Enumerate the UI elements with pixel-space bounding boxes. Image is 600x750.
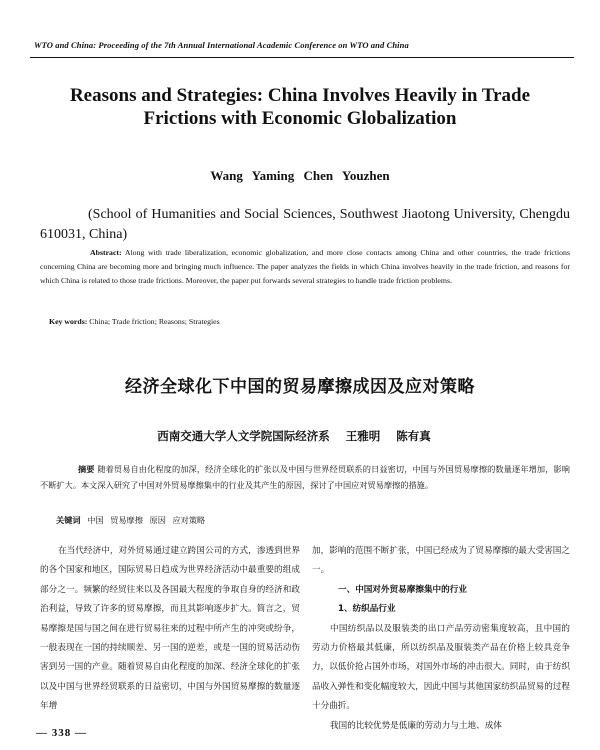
abstract-label: Abstract: bbox=[90, 248, 122, 257]
keywords-text: China; Trade friction; Reasons; Strategies bbox=[89, 317, 220, 326]
section-heading: 一、中国对外贸易摩擦集中的行业 bbox=[338, 584, 467, 595]
cn-abstract bbox=[40, 461, 570, 493]
cn-author-1: 王雅明 bbox=[345, 429, 381, 443]
body-column-right bbox=[312, 542, 570, 736]
cn-abstract-label: 摘要 bbox=[78, 464, 95, 474]
affiliation: (School of Humanities and Social Sciences, Southwest Jiaotong University, Chengdu 610031, China) bbox=[40, 207, 570, 242]
running-header: WTO and China: Proceeding of the 7th Annual International Academic Conference on WTO and China bbox=[34, 40, 409, 50]
title-line-2: Frictions with Economic Globalization bbox=[143, 108, 457, 129]
author-1: Wang Yaming bbox=[210, 168, 295, 183]
paper-title bbox=[60, 84, 540, 130]
cn-author-2: 陈有真 bbox=[396, 429, 431, 443]
abstract-text: Along with trade liberalization, economic globalization, and more close contacts among China and other countries, the trade frictions concerning China are becoming more and bringing much influence. The paper analyzes the fields in which China involves heavily in the trade friction, and reasons for which China is related to those trade frictions. Moreover, the paper put forwards several strategies to handle trade friction problems. bbox=[40, 248, 570, 285]
cn-keywords-text: 中国 贸易摩擦 原因 应对策略 bbox=[87, 515, 206, 525]
author-2: Chen Youzhen bbox=[303, 168, 390, 183]
header-rule bbox=[30, 57, 574, 58]
right-paragraph-1: 加，影响的范围不断扩张，中国已经成为了贸易摩擦的最大受害国之一。 bbox=[312, 546, 570, 576]
abstract bbox=[40, 246, 570, 288]
cn-keywords bbox=[56, 515, 556, 526]
subsection-heading: 1、纺织品行业 bbox=[338, 604, 396, 615]
cn-keywords-label: 关键词 bbox=[56, 515, 81, 525]
authors bbox=[60, 168, 540, 184]
keywords-label: Key words: bbox=[49, 317, 88, 326]
cn-author-line bbox=[60, 428, 540, 444]
keywords bbox=[49, 317, 569, 326]
page-number: — 338 — bbox=[36, 727, 87, 739]
cn-affiliation: 西南交通大学人文学院国际经济系 bbox=[157, 429, 330, 443]
right-paragraph-3: 我国的比较优势是低廉的劳动力与土地、成体 bbox=[330, 720, 502, 731]
right-paragraph-2: 中国纺织品以及服装类的出口产品劳动密集度较高，且中国的劳动力价格最其低廉，所以纺织品及服装类产品在价格上较具竞争力，以低价抢占国外市场，对国外市场的冲击很大。同时，由于纺织品收入弹性和变化幅度较大，因此中国与其他国家纺织品贸易的过程十分曲折。 bbox=[312, 623, 570, 712]
cn-title: 经济全球化下中国的贸易摩擦成因及应对策略 bbox=[125, 377, 475, 397]
cn-abstract-text: 随着贸易自由化程度的加深，经济全球化的扩张以及中国与世界经贸联系的日益密切，中国与外国贸易摩擦的数量逐年增加，影响不断扩大。本文深入研究了中国对外贸易摩擦集中的行业及其产生的原因，探讨了中国应对贸易摩擦的措施。 bbox=[40, 464, 570, 490]
title-line-1: Reasons and Strategies: China Involves Heavily in Trade bbox=[69, 85, 531, 106]
body-column-left: 在当代经济中，对外贸易通过建立跨国公司的方式，渗透到世界的各个国家和地区，国际贸易日趋成为世界经济活动中最重要的组成部分之一。频繁的经贸往来以及各国最大程度的争取自身的经济和政治利益，导致了许多的贸易摩擦，而且其影响逐步扩大。简言之，贸易摩擦是国与国之间在进行贸易往来的过程中所产生的冲突或纷争，一般表现在一国的持续顺差、另一国的逆差，或是一国的贸易活动伤害到另一国的产业。随着贸易自由化程度的加深、经济全球化的扩张以及中国与世界经贸联系的日益密切，中国与外国贸易摩擦的数量逐年增 bbox=[40, 546, 300, 712]
